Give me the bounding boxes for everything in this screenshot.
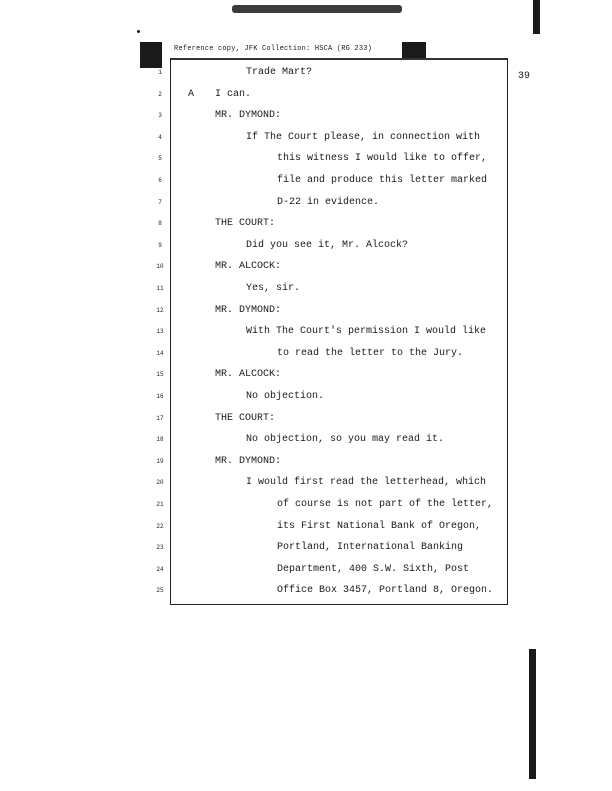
transcript-line: Portland, International Banking <box>277 542 464 554</box>
line-number: 6 <box>158 177 162 184</box>
line-number: 9 <box>158 241 162 249</box>
transcript-line: MR. DYMOND: <box>215 304 282 316</box>
line-number: 21 <box>156 501 164 508</box>
transcript-line: Office Box 3457, Portland 8, Oregon. <box>277 585 494 597</box>
line-number: 11 <box>156 285 164 292</box>
line-number: 14 <box>156 349 164 357</box>
transcript-line: Trade Mart? <box>246 67 313 78</box>
line-number: 25 <box>156 587 164 595</box>
transcript-line: its First National Bank of Oregon, <box>277 520 482 532</box>
transcript-line: this witness I would like to offer, <box>277 153 488 165</box>
line-number: 2 <box>158 90 162 98</box>
transcript-line: MR. ALCOCK: <box>215 261 282 273</box>
line-number: 3 <box>158 112 162 120</box>
transcript-line: file and produce this letter marked <box>277 175 488 186</box>
line-number: 5 <box>158 155 162 163</box>
line-number: 17 <box>156 414 164 422</box>
hole-punch-left <box>140 42 162 68</box>
line-number: 15 <box>156 371 164 379</box>
scan-bar-right-bottom <box>529 649 536 779</box>
transcript-line: D-22 in evidence. <box>277 196 380 208</box>
transcript-line: Department, 400 S.W. Sixth, Post <box>277 563 470 575</box>
transcript-line: If The Court please, in connection with <box>246 131 481 143</box>
transcript-line: MR. DYMOND: <box>215 455 282 467</box>
scan-smudge-top <box>232 5 402 13</box>
line-number: 20 <box>156 479 164 487</box>
line-number: 10 <box>156 263 164 271</box>
transcript-line: With The Court's permission I would like <box>246 326 487 338</box>
line-number: 7 <box>158 198 162 206</box>
line-number: 19 <box>156 457 164 465</box>
transcript-line: No objection. <box>246 391 325 402</box>
scan-dot <box>137 30 140 33</box>
line-number: 23 <box>156 544 164 552</box>
transcript-line: I would first read the letterhead, which <box>246 477 487 489</box>
reference-copy-header: Reference copy, JFK Collection: HSCA (RG 233) <box>174 45 373 53</box>
answer-marker: A <box>188 88 195 100</box>
transcript-line: MR. ALCOCK: <box>215 369 282 381</box>
transcript-line: of course is not part of the letter, <box>277 499 494 510</box>
page-number: 39 <box>518 71 531 82</box>
scan-bar-right-top <box>533 0 540 34</box>
transcript-line: MR. DYMOND: <box>215 110 282 122</box>
transcript-line: THE COURT: <box>215 218 276 230</box>
line-number: 12 <box>156 306 164 314</box>
line-number: 4 <box>158 133 162 141</box>
line-number: 8 <box>158 220 162 228</box>
line-number: 16 <box>156 393 164 400</box>
transcript-line: THE COURT: <box>215 412 276 424</box>
transcript-line: to read the letter to the Jury. <box>277 347 464 359</box>
transcript-line: Did you see it, Mr. Alcock? <box>246 239 409 251</box>
line-number: 22 <box>156 522 164 530</box>
line-number: 18 <box>156 436 164 444</box>
line-number: 1 <box>158 69 162 76</box>
line-number: 24 <box>156 565 164 573</box>
line-number: 13 <box>156 328 164 336</box>
transcript-line: No objection, so you may read it. <box>246 434 445 446</box>
transcript-line: I can. <box>215 88 252 100</box>
transcript-line: Yes, sir. <box>246 283 301 294</box>
